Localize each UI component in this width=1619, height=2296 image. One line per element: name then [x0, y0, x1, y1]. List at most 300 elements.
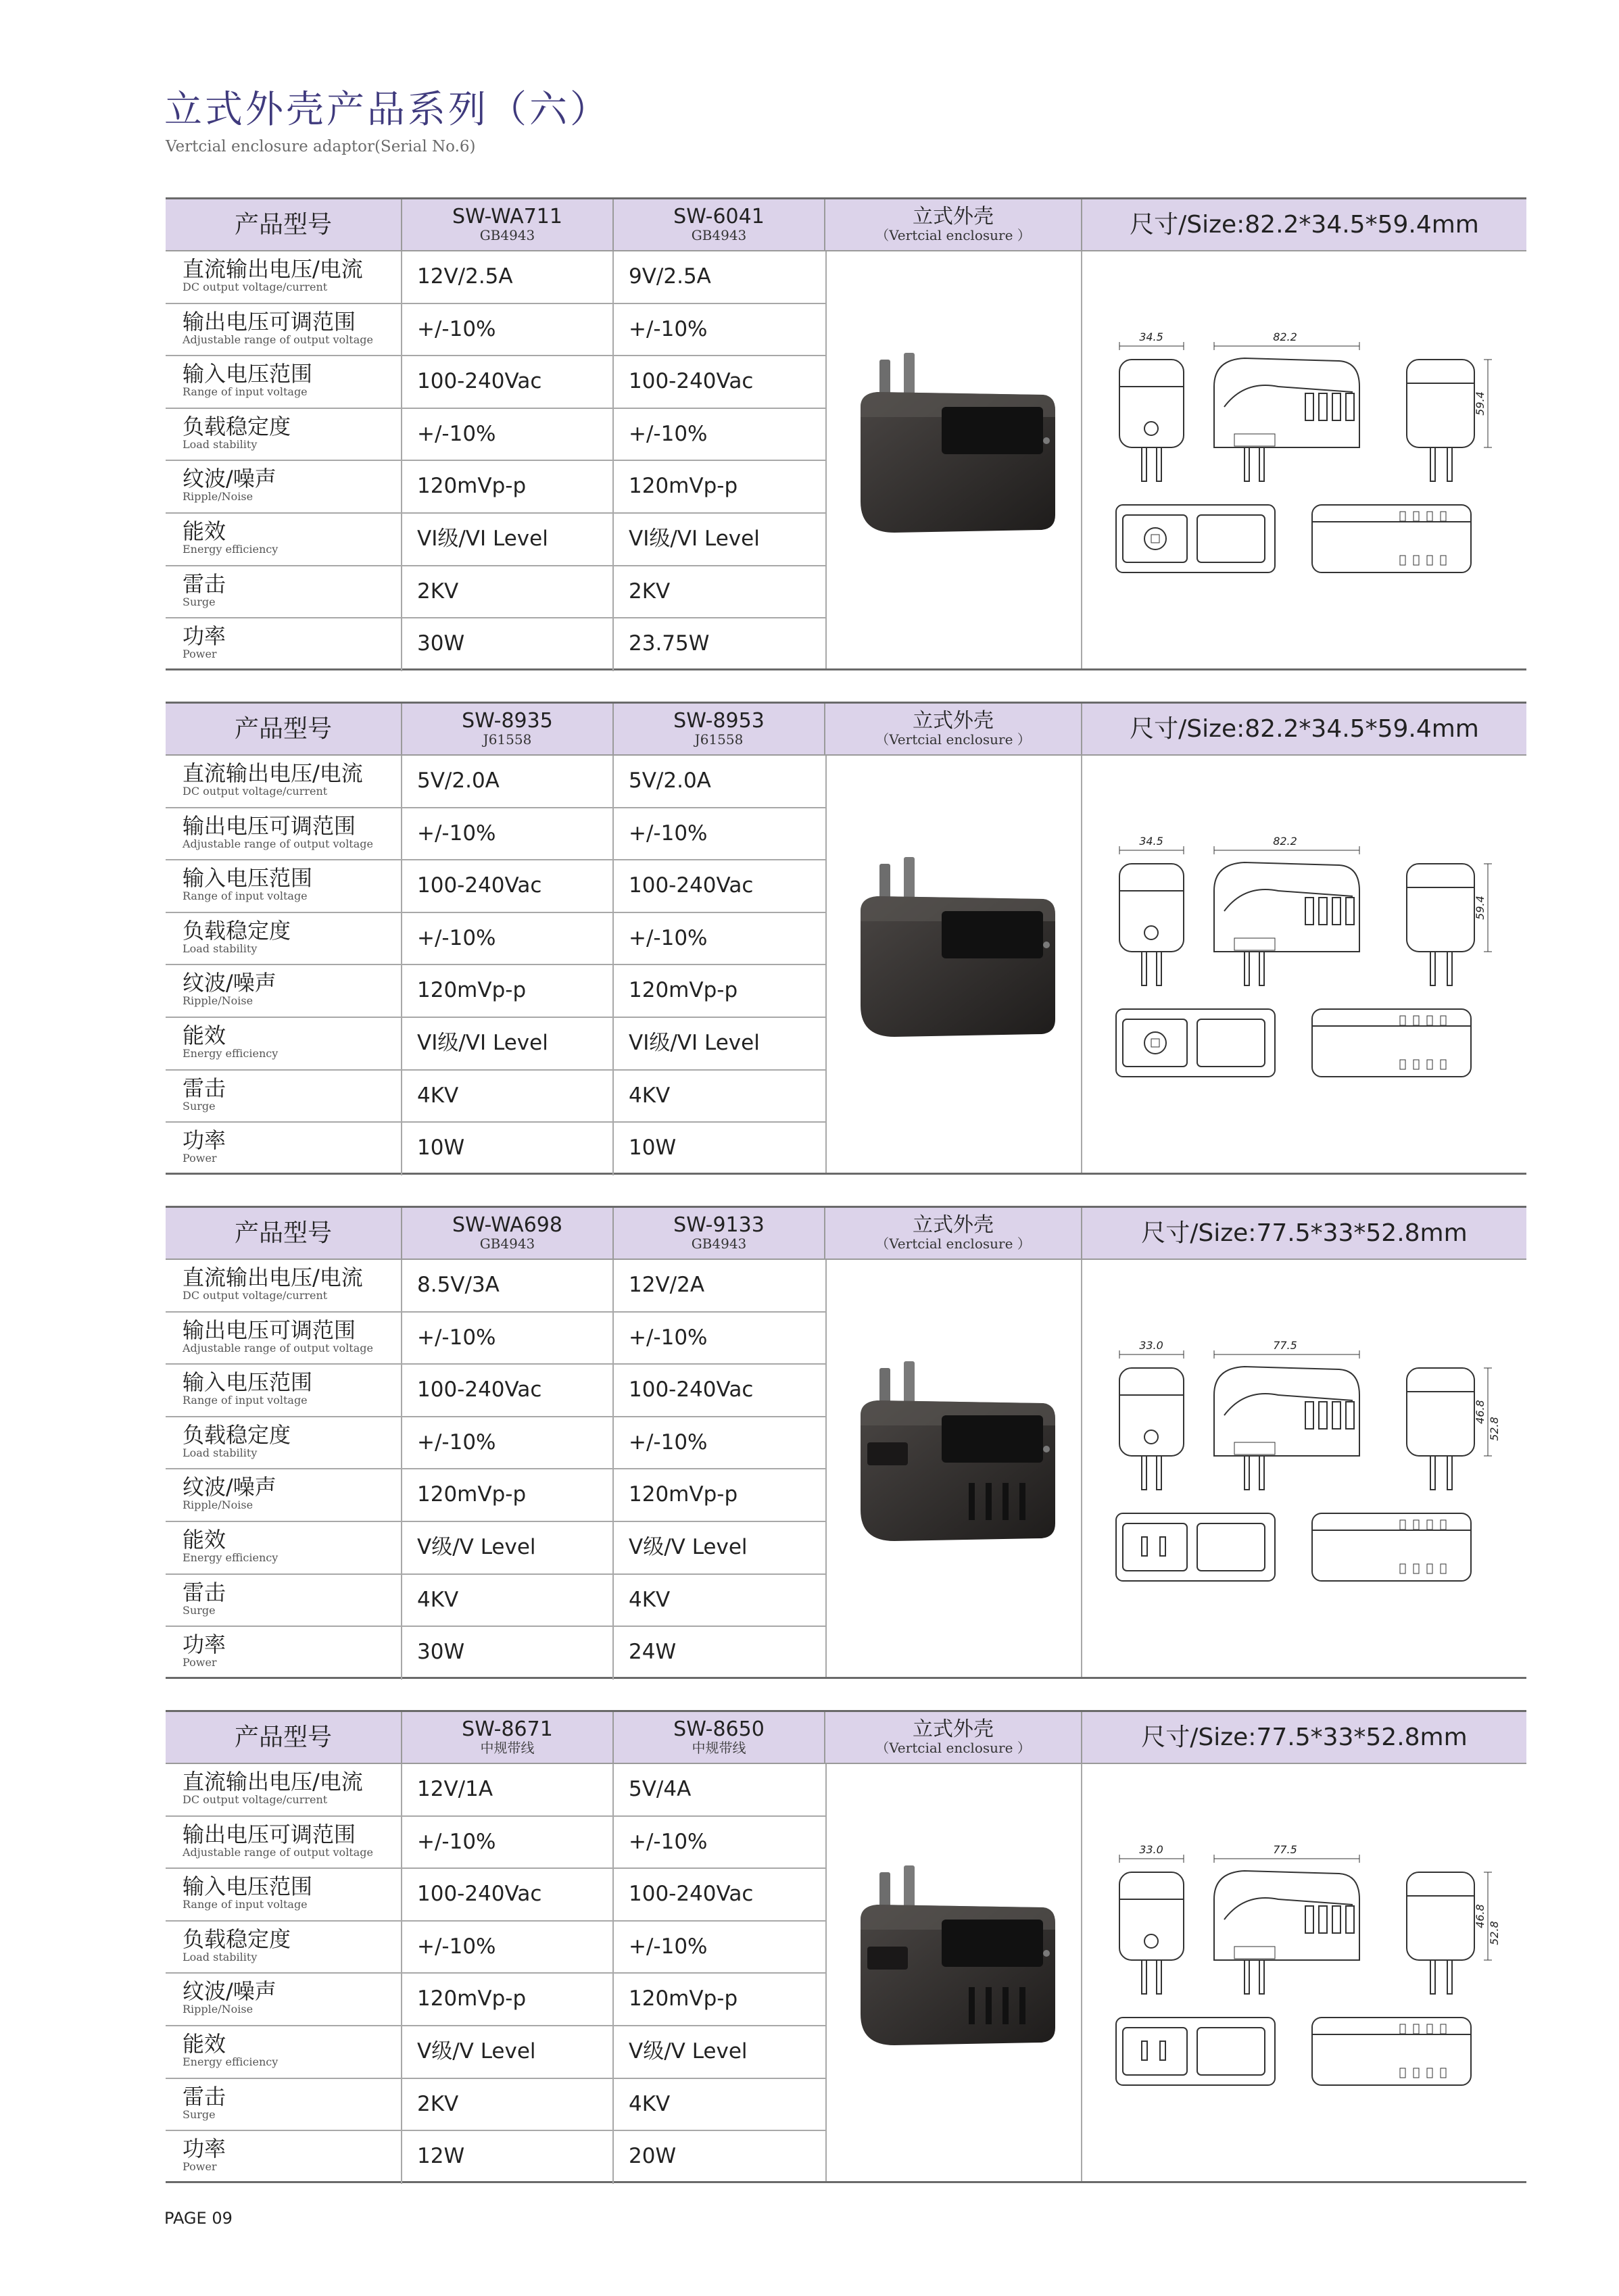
spec-label-zh: 能效 [183, 1023, 226, 1048]
spec-label-en: Load stability [183, 437, 258, 451]
spec-value: 12V/1A [417, 1777, 493, 1801]
spec-value: 100-240Vac [629, 1377, 754, 1402]
enclosure-type-en: （Vertcial enclosure ） [875, 227, 1031, 243]
spec-value: 30W [417, 631, 465, 656]
height-dim-label: 59.4 [1474, 896, 1487, 920]
spec-value: +/-10% [417, 1430, 496, 1455]
spec-value-model2 [614, 1627, 825, 1680]
spec-label-en: Load stability [183, 1446, 258, 1459]
spec-value: 100-240Vac [629, 369, 754, 394]
spec-label-cell [166, 1575, 402, 1626]
header-size-cell [1082, 1712, 1526, 1763]
spec-label-cell [166, 2131, 402, 2184]
spec-label-cell [166, 808, 402, 860]
spec-value: V级/V Level [417, 1535, 536, 1559]
spec-value: VI级/VI Level [629, 527, 760, 551]
spec-value-model2 [614, 1417, 825, 1469]
header-size-cell [1082, 199, 1526, 250]
spec-value: V级/V Level [629, 2039, 748, 2063]
spec-table [166, 1206, 1526, 1679]
spec-value: +/-10% [417, 1325, 496, 1350]
spec-value-model1 [402, 251, 614, 303]
table-row [166, 356, 825, 409]
spec-label-en: Energy efficiency [183, 1047, 279, 1060]
spec-label-zh: 输出电压可调范围 [183, 308, 356, 335]
spec-value: +/-10% [417, 1829, 496, 1854]
height-dim-label: 59.4 [1474, 391, 1487, 416]
spec-value-model1 [402, 1469, 614, 1521]
model-name: SW-8650 [673, 1717, 765, 1741]
spec-label-en: DC output voltage/current [183, 280, 328, 293]
table-row [166, 1365, 825, 1417]
spec-label-en: Surge [183, 595, 216, 608]
spec-label-cell [166, 1018, 402, 1069]
height2-dim-label: 52.8 [1488, 1417, 1501, 1441]
adapter-product-photo [840, 1845, 1070, 2075]
spec-label-cell [166, 409, 402, 460]
enclosure-type-en: （Vertcial enclosure ） [875, 731, 1031, 748]
table-row [166, 1123, 825, 1175]
spec-value-model1 [402, 808, 614, 860]
spec-value-model2 [614, 2079, 825, 2130]
table-row [166, 1260, 825, 1313]
spec-value-model1 [402, 756, 614, 807]
spec-value: 100-240Vac [417, 1377, 542, 1402]
enclosure-type: 立式外壳 [913, 1717, 994, 1741]
table-row [166, 1764, 825, 1817]
spec-label-cell [166, 1417, 402, 1469]
size-label: 尺寸/Size:77.5*33*52.8mm [1141, 1219, 1468, 1247]
spec-value: 2KV [417, 579, 459, 604]
spec-label-cell [166, 1522, 402, 1573]
spec-value-model2 [614, 1313, 825, 1364]
spec-label-en: Adjustable range of output voltage [183, 1845, 373, 1859]
header-label-cell [166, 704, 402, 754]
spec-label-zh: 输出电压可调范围 [183, 1821, 356, 1847]
table-row [166, 2079, 825, 2132]
spec-label-cell [166, 913, 402, 964]
spec-value-model1 [402, 1071, 614, 1122]
spec-value-model1 [402, 618, 614, 671]
spec-value-model1 [402, 1922, 614, 1973]
product-image-cell [825, 1260, 1082, 1677]
spec-label-cell [166, 965, 402, 1017]
spec-value-model2 [614, 1123, 825, 1175]
header-enclosure-cell [825, 1712, 1082, 1763]
spec-label-zh: 负载稳定度 [183, 1421, 291, 1448]
spec-label-zh: 功率 [183, 1127, 226, 1154]
spec-table [166, 702, 1526, 1175]
model-standard: GB4943 [691, 1236, 747, 1252]
spec-label-en: Load stability [183, 1950, 258, 1963]
spec-value: 100-240Vac [417, 1882, 542, 1907]
spec-value-model1 [402, 1575, 614, 1626]
spec-value: 2KV [417, 2091, 459, 2116]
table-row [166, 1627, 825, 1680]
spec-label-zh: 纹波/噪声 [183, 1978, 276, 2005]
spec-label-zh: 能效 [183, 1527, 226, 1553]
spec-label-en: DC output voltage/current [183, 1289, 328, 1302]
spec-value: 100-240Vac [629, 873, 754, 898]
header-model2-cell [614, 1712, 825, 1763]
spec-label-en: Energy efficiency [183, 1551, 279, 1564]
spec-value-model2 [614, 618, 825, 671]
header-model1-cell [402, 199, 614, 250]
spec-label-cell [166, 1817, 402, 1868]
spec-value-model2 [614, 251, 825, 303]
spec-value-model2 [614, 1071, 825, 1122]
model-name: SW-WA698 [452, 1213, 562, 1237]
spec-value: 4KV [417, 1083, 459, 1108]
spec-value-model2 [614, 808, 825, 860]
spec-label-cell [166, 356, 402, 408]
table-row [166, 618, 825, 671]
spec-value-model2 [614, 461, 825, 512]
spec-value-model1 [402, 1018, 614, 1069]
spec-label-zh: 直流输出电压/电流 [183, 256, 363, 282]
length-dim-label: 77.5 [1273, 1843, 1297, 1856]
spec-value-model2 [614, 514, 825, 565]
spec-value: +/-10% [629, 1934, 708, 1959]
spec-value: 23.75W [629, 631, 710, 656]
product-image-cell [825, 756, 1082, 1173]
page-footer: PAGE 09 [164, 2209, 233, 2228]
spec-value: 12W [417, 2144, 465, 2169]
spec-value-model1 [402, 1817, 614, 1868]
height-dim-label: 46.8 [1474, 1904, 1487, 1928]
table-row [166, 1417, 825, 1470]
spec-value: +/-10% [629, 1325, 708, 1350]
spec-value-model1 [402, 409, 614, 460]
spec-label-cell [166, 1123, 402, 1175]
table-row [166, 756, 825, 808]
spec-label-en: Ripple/Noise [183, 2003, 253, 2016]
spec-label-en: Power [183, 1152, 217, 1165]
spec-label-en: Range of input voltage [183, 1898, 308, 1911]
header-label: 产品型号 [234, 211, 332, 239]
spec-label-zh: 输出电压可调范围 [183, 1317, 356, 1343]
spec-label-zh: 负载稳定度 [183, 413, 291, 439]
table-row [166, 566, 825, 619]
spec-value-model1 [402, 1313, 614, 1364]
enclosure-type-en: （Vertcial enclosure ） [875, 1740, 1031, 1756]
spec-label-cell [166, 1974, 402, 2025]
model-name: SW-8953 [673, 709, 765, 733]
spec-value-model1 [402, 304, 614, 356]
table-row [166, 1575, 825, 1628]
table-header [166, 199, 1526, 251]
spec-value: 10W [629, 1135, 677, 1161]
table-row [166, 1522, 825, 1575]
spec-value: V级/V Level [629, 1535, 748, 1559]
height2-dim-label: 52.8 [1488, 1921, 1501, 1945]
model-name: SW-9133 [673, 1213, 765, 1237]
spec-label-cell [166, 566, 402, 618]
table-row [166, 251, 825, 304]
model-name: SW-8935 [462, 709, 553, 733]
width-dim-label: 33.0 [1139, 1339, 1163, 1352]
header-model2-cell [614, 1208, 825, 1259]
spec-value: +/-10% [417, 1934, 496, 1959]
spec-value: 12V/2.5A [417, 264, 513, 289]
size-label: 尺寸/Size:82.2*34.5*59.4mm [1130, 715, 1479, 743]
spec-value-model1 [402, 1365, 614, 1416]
spec-label-zh: 纹波/噪声 [183, 1474, 276, 1500]
spec-value-model1 [402, 1123, 614, 1175]
width-dim-label: 33.0 [1139, 1843, 1163, 1856]
spec-label-en: Surge [183, 2107, 216, 2121]
enclosure-type: 立式外壳 [913, 205, 994, 228]
adapter-product-photo [840, 837, 1070, 1067]
table-row [166, 1071, 825, 1123]
spec-label-en: Ripple/Noise [183, 490, 253, 504]
dimension-drawing [1082, 1260, 1526, 1677]
table-row [166, 913, 825, 966]
spec-label-cell [166, 1922, 402, 1973]
spec-label-zh: 雷击 [183, 570, 226, 597]
spec-value: 5V/2.0A [417, 768, 500, 793]
spec-label-zh: 雷击 [183, 1075, 226, 1101]
table-header [166, 704, 1526, 756]
size-label: 尺寸/Size:77.5*33*52.8mm [1141, 1724, 1468, 1751]
table-row [166, 1922, 825, 1974]
spec-value: 100-240Vac [629, 1882, 754, 1907]
spec-value-model2 [614, 1974, 825, 2025]
spec-value-model1 [402, 965, 614, 1017]
header-label-cell [166, 199, 402, 250]
spec-value: +/-10% [417, 925, 496, 950]
enclosure-type: 立式外壳 [913, 1213, 994, 1237]
spec-label-cell [166, 1260, 402, 1311]
spec-value: 120mVp-p [417, 978, 527, 1003]
spec-label-zh: 负载稳定度 [183, 917, 291, 944]
spec-label-zh: 纹波/噪声 [183, 970, 276, 996]
spec-value-model2 [614, 1260, 825, 1311]
table-row [166, 461, 825, 514]
spec-value: 120mVp-p [417, 474, 527, 499]
table-row [166, 514, 825, 566]
spec-table [166, 197, 1526, 670]
spec-label-en: DC output voltage/current [183, 1793, 328, 1806]
length-dim-label: 77.5 [1273, 1339, 1297, 1352]
spec-label-en: Power [183, 1656, 217, 1669]
header-label: 产品型号 [234, 1724, 332, 1751]
spec-table [166, 1710, 1526, 2183]
spec-value-model1 [402, 461, 614, 512]
spec-value-model2 [614, 1522, 825, 1573]
length-dim-label: 82.2 [1273, 835, 1297, 848]
spec-value: 8.5V/3A [417, 1273, 500, 1297]
spec-value: 120mVp-p [629, 978, 738, 1003]
spec-label-en: DC output voltage/current [183, 785, 328, 798]
spec-value: 120mVp-p [629, 474, 738, 499]
spec-value-model2 [614, 409, 825, 460]
size-label: 尺寸/Size:82.2*34.5*59.4mm [1130, 211, 1479, 239]
spec-value-model2 [614, 756, 825, 807]
spec-value-model2 [614, 566, 825, 618]
height-dim-label: 46.8 [1474, 1400, 1487, 1424]
header-enclosure-cell [825, 704, 1082, 754]
spec-value-model1 [402, 2079, 614, 2130]
spec-value: +/-10% [629, 1430, 708, 1455]
spec-value-model1 [402, 2131, 614, 2184]
spec-value: +/-10% [629, 925, 708, 950]
spec-label-zh: 直流输出电压/电流 [183, 1769, 363, 1794]
spec-value: VI级/VI Level [417, 527, 548, 551]
spec-value-model2 [614, 1365, 825, 1416]
spec-label-cell [166, 1627, 402, 1680]
model-name: SW-WA711 [452, 205, 562, 228]
header-model1-cell [402, 1712, 614, 1763]
spec-label-en: Adjustable range of output voltage [183, 1341, 373, 1354]
table-header [166, 1712, 1526, 1764]
spec-label-en: Surge [183, 1099, 216, 1113]
product-image-cell [825, 251, 1082, 668]
spec-label-cell [166, 251, 402, 303]
spec-label-cell [166, 756, 402, 807]
dimension-drawing-cell [1082, 251, 1526, 668]
spec-label-cell [166, 1071, 402, 1122]
spec-label-cell [166, 1313, 402, 1364]
spec-label-zh: 能效 [183, 518, 226, 544]
spec-value-model2 [614, 1869, 825, 1920]
model-standard: 中规带线 [692, 1740, 746, 1756]
spec-label-cell [166, 1365, 402, 1416]
spec-value: 4KV [417, 1587, 459, 1612]
spec-label-cell [166, 2026, 402, 2078]
spec-value: 20W [629, 2144, 677, 2169]
header-size-cell [1082, 704, 1526, 754]
spec-value: 120mVp-p [629, 1986, 738, 2011]
spec-value: +/-10% [629, 821, 708, 846]
enclosure-type-en: （Vertcial enclosure ） [875, 1236, 1031, 1252]
spec-label-zh: 功率 [183, 623, 226, 650]
spec-value: 24W [629, 1640, 677, 1665]
spec-label-zh: 能效 [183, 2031, 226, 2057]
table-row [166, 808, 825, 861]
header-model1-cell [402, 704, 614, 754]
spec-value-model2 [614, 1469, 825, 1521]
spec-value-model2 [614, 860, 825, 912]
spec-value-model1 [402, 1764, 614, 1815]
spec-value: VI级/VI Level [629, 1031, 760, 1055]
model-standard: GB4943 [691, 227, 747, 243]
spec-value-model2 [614, 2026, 825, 2078]
width-dim-label: 34.5 [1139, 835, 1163, 848]
dimension-drawing-cell [1082, 756, 1526, 1173]
table-row [166, 409, 825, 462]
dimension-drawing [1082, 756, 1526, 1173]
spec-label-zh: 输入电压范围 [183, 361, 313, 387]
model-standard: GB4943 [479, 1236, 535, 1252]
spec-value-model2 [614, 1764, 825, 1815]
product-image-cell [825, 1764, 1082, 2181]
table-row [166, 2026, 825, 2079]
adapter-product-photo [840, 333, 1070, 562]
table-row [166, 1817, 825, 1870]
table-row [166, 1469, 825, 1522]
dimension-drawing-cell [1082, 1260, 1526, 1677]
spec-value: +/-10% [629, 1829, 708, 1854]
spec-value-model2 [614, 913, 825, 964]
spec-value: V级/V Level [417, 2039, 536, 2063]
model-name: SW-8671 [462, 1717, 553, 1741]
spec-label-cell [166, 860, 402, 912]
spec-value: +/-10% [417, 821, 496, 846]
spec-value: +/-10% [629, 421, 708, 446]
spec-value-model1 [402, 1869, 614, 1920]
spec-label-cell [166, 1469, 402, 1521]
spec-value-model2 [614, 1817, 825, 1868]
header-label-cell [166, 1712, 402, 1763]
spec-value-model2 [614, 1018, 825, 1069]
adapter-product-photo [840, 1341, 1070, 1571]
spec-value-model2 [614, 356, 825, 408]
spec-value-model2 [614, 1575, 825, 1626]
spec-value-model1 [402, 356, 614, 408]
table-row [166, 860, 825, 913]
spec-value: 100-240Vac [417, 873, 542, 898]
spec-value: 30W [417, 1640, 465, 1665]
spec-value-model2 [614, 1922, 825, 1973]
spec-value-model1 [402, 1522, 614, 1573]
spec-value-model1 [402, 1974, 614, 2025]
page-subtitle: Vertcial enclosure adaptor(Serial No.6) [166, 138, 476, 155]
table-header [166, 1208, 1526, 1260]
spec-value-model1 [402, 1417, 614, 1469]
spec-label-en: Range of input voltage [183, 385, 308, 399]
spec-value-model1 [402, 2026, 614, 2078]
spec-label-cell [166, 514, 402, 565]
header-label: 产品型号 [234, 1219, 332, 1247]
dimension-drawing [1082, 1764, 1526, 2181]
page-title: 立式外壳产品系列（六） [164, 88, 610, 132]
table-row [166, 2131, 825, 2184]
table-row [166, 965, 825, 1018]
spec-label-en: Energy efficiency [183, 2055, 279, 2068]
spec-label-en: Power [183, 2160, 217, 2174]
spec-label-cell [166, 461, 402, 512]
spec-label-zh: 功率 [183, 2136, 226, 2162]
spec-value-model2 [614, 965, 825, 1017]
spec-label-en: Ripple/Noise [183, 1498, 253, 1512]
spec-label-en: Ripple/Noise [183, 994, 253, 1008]
spec-label-cell [166, 1764, 402, 1815]
model-standard: 中规带线 [480, 1740, 535, 1756]
header-enclosure-cell [825, 199, 1082, 250]
header-model1-cell [402, 1208, 614, 1259]
spec-label-cell [166, 304, 402, 356]
dimension-drawing [1082, 251, 1526, 668]
spec-label-en: Surge [183, 1603, 216, 1617]
spec-label-cell [166, 2079, 402, 2130]
spec-value: 100-240Vac [417, 369, 542, 394]
model-standard: J61558 [483, 731, 532, 748]
dimension-drawing-cell [1082, 1764, 1526, 2181]
spec-label-zh: 雷击 [183, 2083, 226, 2109]
spec-label-zh: 功率 [183, 1632, 226, 1658]
model-standard: J61558 [694, 731, 744, 748]
spec-value-model1 [402, 913, 614, 964]
spec-label-zh: 纹波/噪声 [183, 466, 276, 492]
length-dim-label: 82.2 [1273, 331, 1297, 343]
spec-value: 4KV [629, 1083, 671, 1108]
spec-value-model1 [402, 1260, 614, 1311]
spec-value: 5V/4A [629, 1777, 692, 1801]
header-label-cell [166, 1208, 402, 1259]
spec-label-cell [166, 618, 402, 671]
spec-value: 120mVp-p [417, 1986, 527, 2011]
